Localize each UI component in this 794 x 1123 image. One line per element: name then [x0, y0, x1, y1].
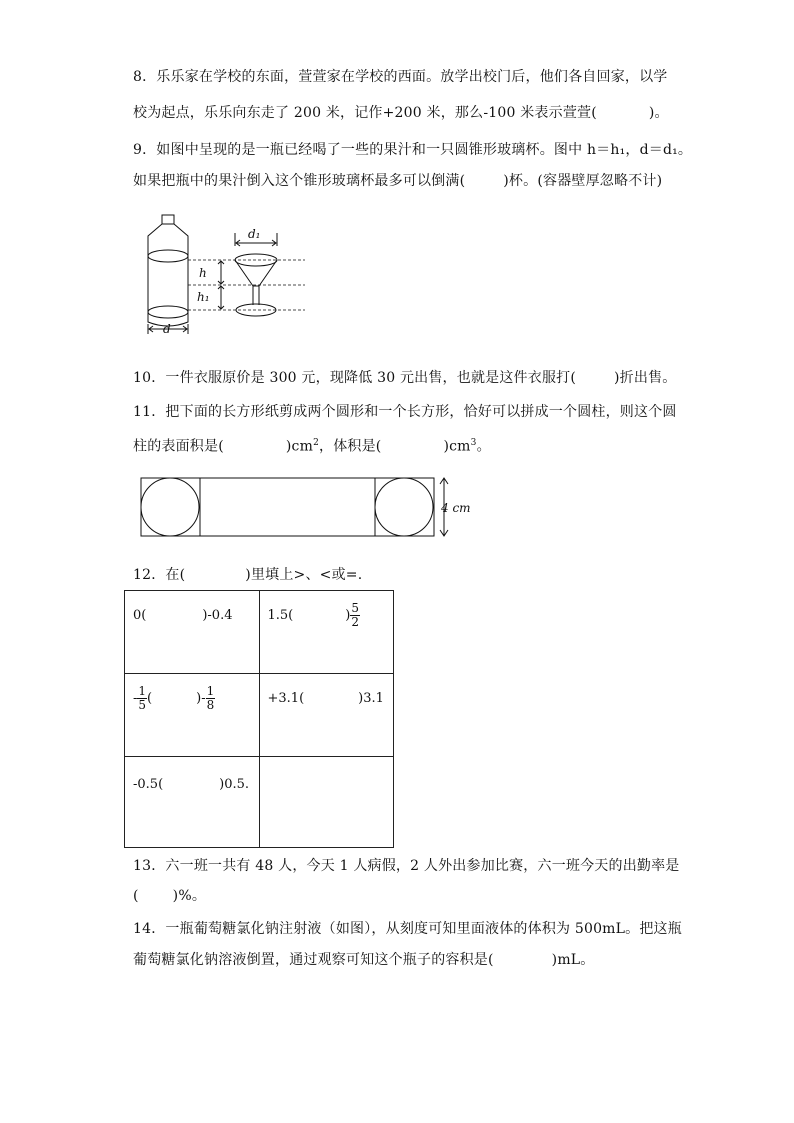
cell-1 — [125, 591, 260, 674]
paper-rectangle — [141, 478, 434, 536]
fraction-num: 1 — [206, 684, 215, 698]
q8-line1: 8．乐乐家在学校的东面，萱萱家在学校的西面。放学出校门后，他们各自回家，以学 — [133, 69, 668, 85]
q14-line1: 14．一瓶葡萄糖氯化钠注射液（如图），从刻度可知里面液体的体积为 500mL。把这瓶 — [133, 921, 682, 937]
cell-1-left: 0( — [133, 608, 147, 623]
fraction-1-5 — [137, 685, 147, 712]
q12-intro — [133, 566, 362, 584]
fraction-num: 1 — [138, 684, 147, 698]
q11-line2 — [133, 434, 491, 456]
q13-text-b: )%。 — [172, 888, 207, 904]
fraction-num: 5 — [351, 601, 359, 615]
q11-sup-2: 2 — [313, 438, 319, 448]
q14-line2 — [133, 951, 595, 969]
cell-3-left: ( — [147, 691, 153, 706]
q11-sup-3: 3 — [470, 438, 477, 448]
cell-3-minus: - — [133, 691, 138, 706]
q11-text-d: )cm — [443, 438, 471, 455]
q10-line — [133, 369, 676, 387]
cell-2-left: 1.5( — [267, 608, 294, 623]
fraction-den: 8 — [206, 698, 215, 712]
q13-line2 — [133, 887, 206, 905]
comparison-table — [124, 590, 394, 848]
cell-1-right: )-0.4 — [202, 608, 233, 623]
fraction-den: 2 — [351, 615, 359, 629]
cell-5-right: )0.5. — [219, 777, 250, 792]
fraction-5-2 — [350, 602, 360, 629]
cell-4-right: )3.1 — [358, 691, 384, 706]
d1-label: d₁ — [248, 227, 261, 241]
q10-text-b: )折出售。 — [614, 370, 677, 386]
juice-surface — [148, 250, 188, 262]
h-label: h — [199, 266, 207, 280]
rectangle-paper-figure — [138, 474, 478, 542]
cell-2 — [259, 591, 394, 674]
q10-text-a: 10．一件衣服原价是 300 元，现降低 30 元出售，也就是这件衣服打( — [133, 370, 577, 386]
q11-line1: 11．把下面的长方形纸剪成两个圆形和一个长方形，恰好可以拼成一个圆柱，则这个圆 — [133, 404, 677, 420]
cell-3-right: )- — [196, 691, 206, 706]
d-label: d — [163, 322, 171, 336]
q9-line2 — [133, 172, 662, 190]
cell-6-empty — [259, 757, 394, 848]
fraction-den: 5 — [138, 698, 147, 712]
q13-text-a: ( — [133, 888, 139, 904]
q13-line1: 13．六一班一共有 48 人，今天 1 人病假，2 人外出参加比赛，六一班今天的出勤率是 — [133, 858, 680, 874]
bottle-cap — [162, 215, 174, 224]
bottle-body — [148, 224, 188, 326]
height-4cm-label: 4 cm — [441, 501, 471, 515]
q14-text-a: 葡萄糖氯化钠溶液倒置，通过观察可知这个瓶子的容积是( — [133, 952, 494, 968]
q8-text-b: )。 — [648, 105, 669, 121]
q11-text-c: ，体积是( — [319, 438, 382, 455]
q9-text-b: )杯。(容器壁厚忽略不计) — [503, 173, 663, 189]
h1-label: h₁ — [197, 290, 210, 304]
q8-text-a: 校为起点，乐乐向东走了 200 米，记作+200 米，那么-100 米表示萱萱( — [133, 105, 597, 121]
cell-4-left: +3.1( — [267, 691, 305, 706]
bottle-bottom — [148, 306, 188, 318]
q9-line1: 9．如图中呈现的是一瓶已经喝了一些的果汁和一只圆锥形玻璃杯。图中 h＝h₁，d＝d₁。 — [133, 142, 693, 158]
q11-text-a: 柱的表面积是( — [133, 438, 224, 455]
cone-sides — [235, 260, 277, 305]
cell-2-right: ) — [345, 608, 351, 623]
cell-3 — [125, 674, 260, 757]
bottle-and-cone-figure — [140, 212, 310, 340]
q9-text-a: 如果把瓶中的果汁倒入这个锥形玻璃杯最多可以倒满( — [133, 173, 466, 189]
q12-text-a: 12．在( — [133, 567, 186, 583]
q11-text-e: 。 — [476, 438, 491, 455]
cell-4 — [259, 674, 394, 757]
left-circle — [141, 478, 199, 536]
q12-text-b: )里填上>、<或=. — [245, 567, 363, 583]
q11-text-b: )cm — [285, 438, 314, 455]
cell-5 — [125, 757, 260, 848]
right-circle — [375, 478, 433, 536]
q14-text-b: )mL。 — [551, 952, 595, 968]
cell-5-left: -0.5( — [133, 777, 164, 792]
q8-line2 — [133, 104, 669, 122]
fraction-1-8 — [206, 685, 216, 712]
